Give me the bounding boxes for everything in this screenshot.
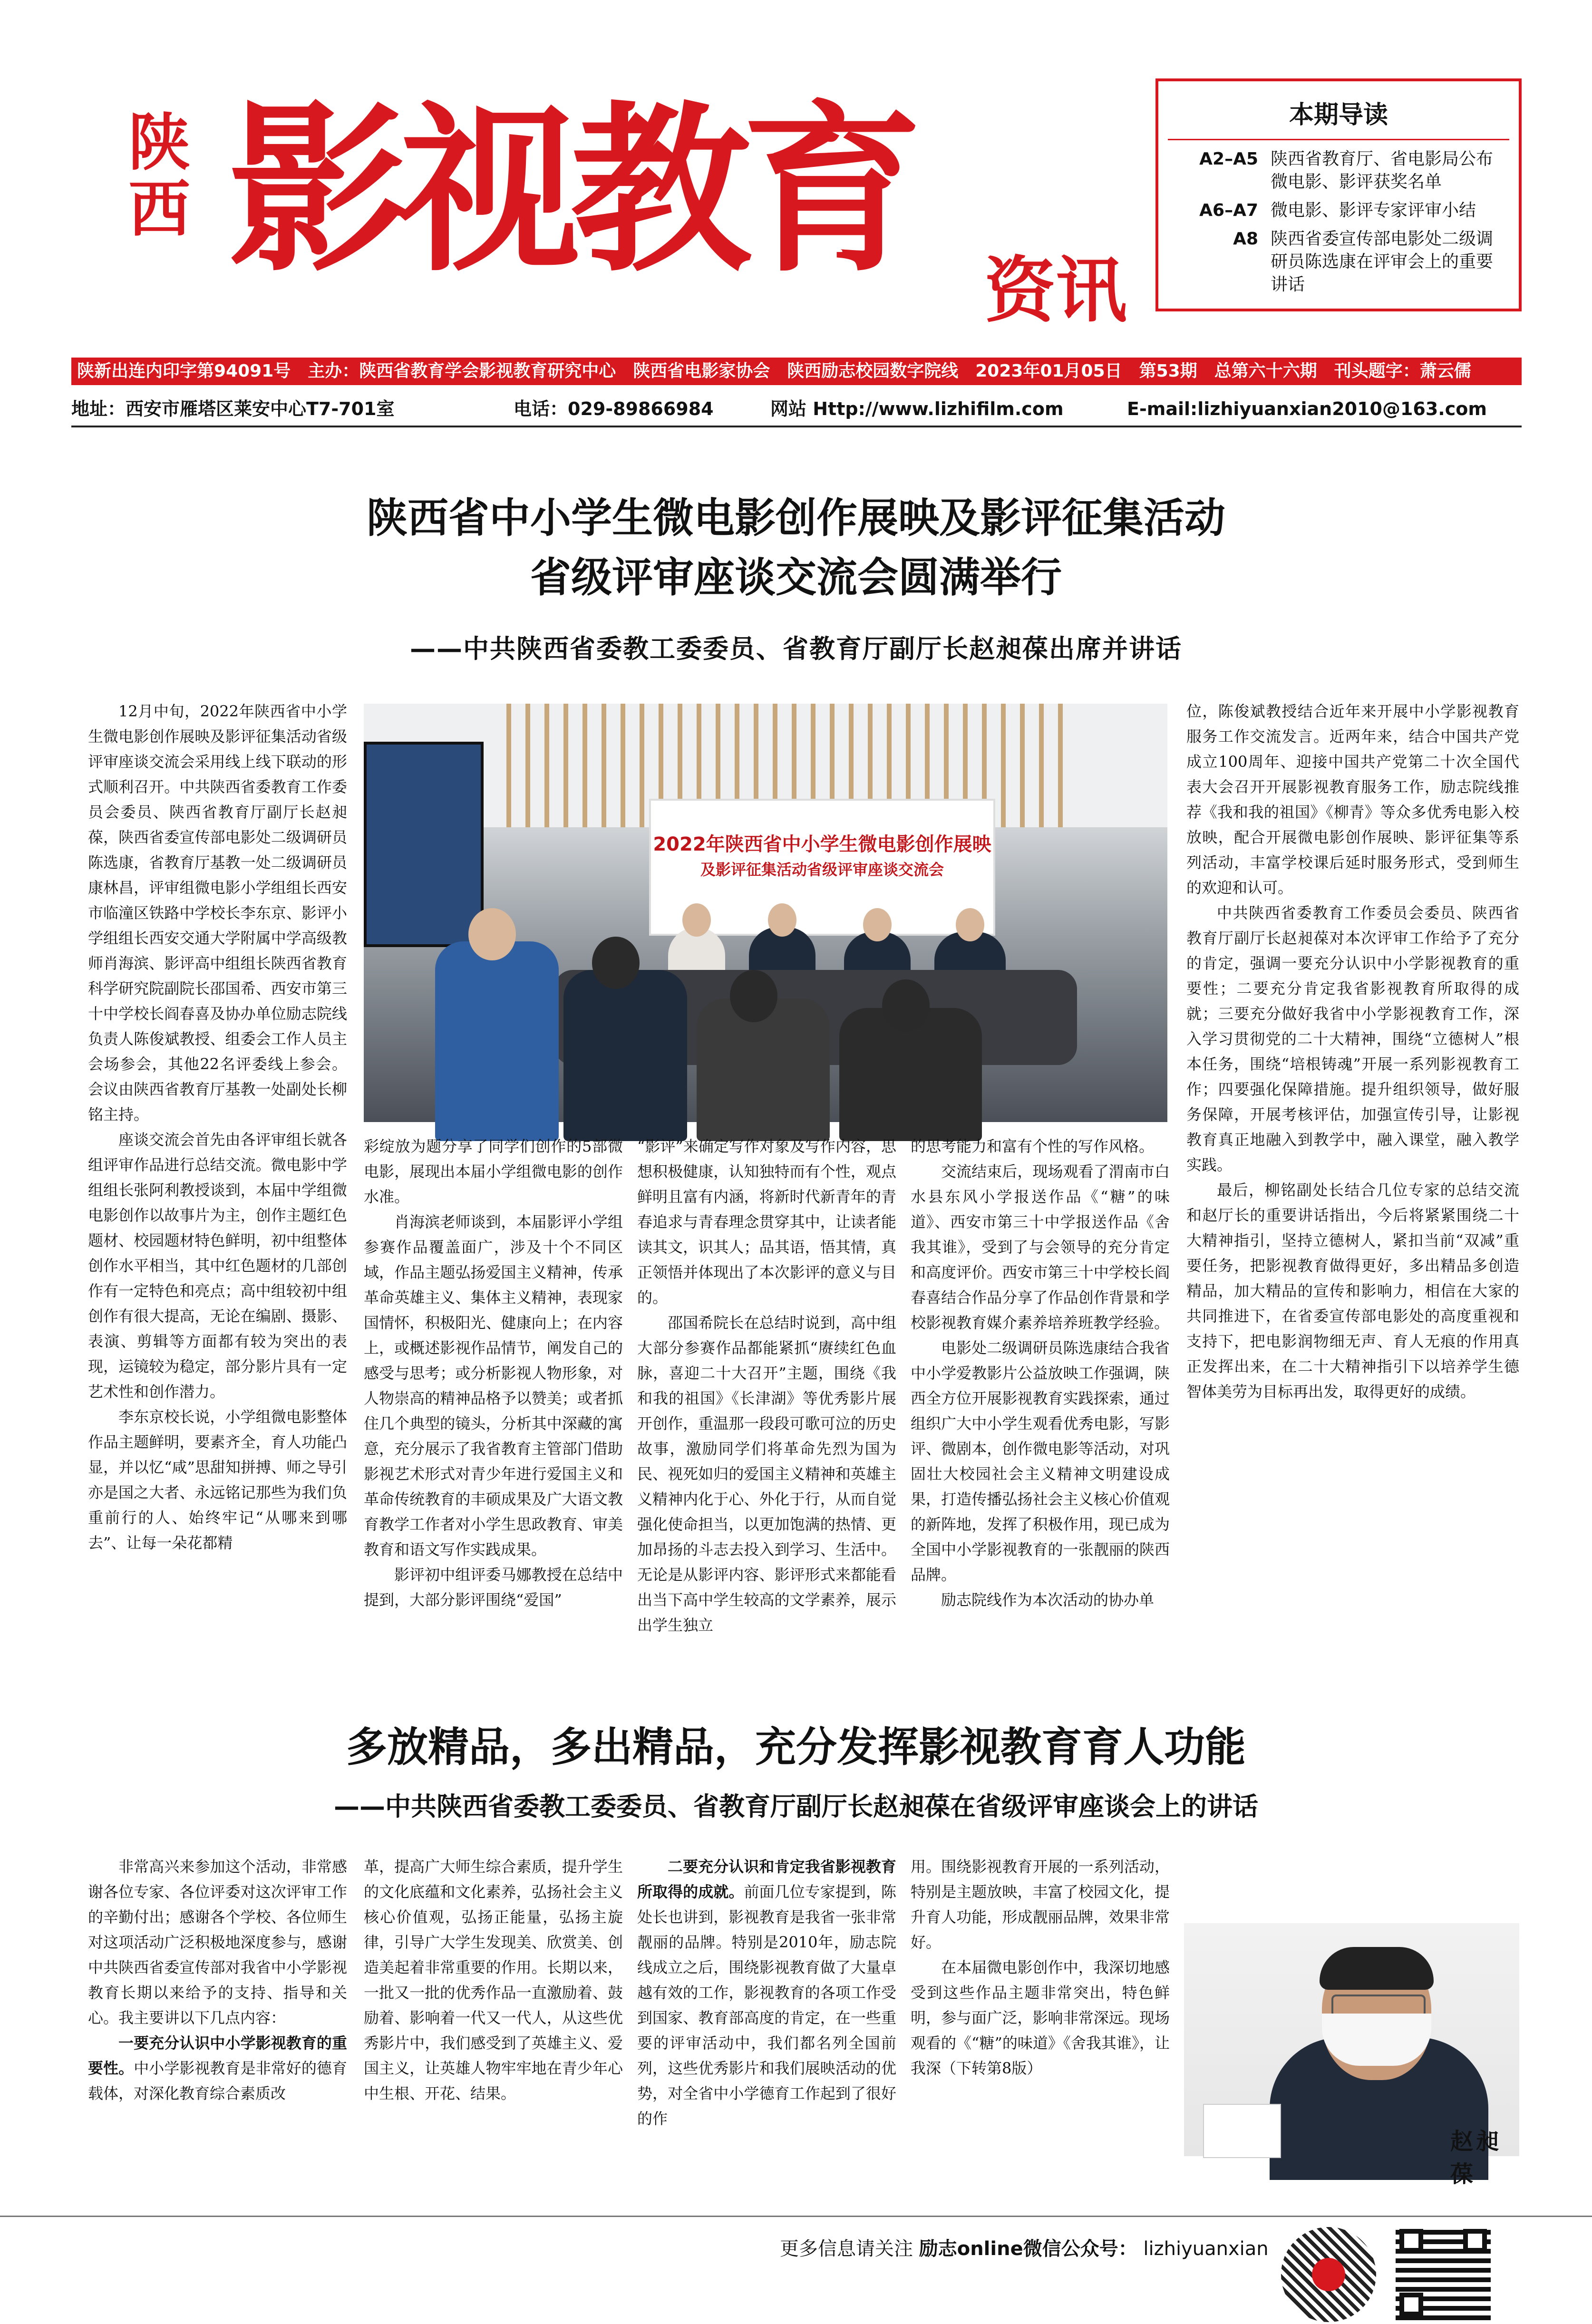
phone-text: 电话：029-89866984 [514, 398, 714, 419]
paragraph: 最后，柳铭副处长结合几位专家的总结交流和赵厅长的重要讲话指出，今后将紧紧围绕二十大精神指引，坚持立德树人，紧扣当前“双减”重要任务，把影视教育做得更好，多出精品多创造精品，加大精品的宣传和影响力，相信在大家的共同推进下，在省委宣传部电影处的高度重视和支持下，把电影润物细无声、育人无痕的作用真正发挥出来，在二十大精神指引下以培养学生德智体美劳为目标再出发，取得更好的成绩。 [1186, 1181, 1519, 1401]
paragraph-text: 前面几位专家提到，陈处长也讲到，影视教育是我省一张非常靓丽的品牌。特别是2010年，励志院线成立之后，围绕影视教育做了大量卓越有效的工作，影视教育的各项工作受到国家、教育部高度的肯定，在一些重要的评审活动中，我们都名列全国前列，这些优秀影片和我们展映活动的优势，对全省中小学德育工作起到了很好的作 [637, 1883, 896, 2128]
guide-item-text: 陕西省委宣传部电影处二级调研员陈选康在评审会上的重要讲话 [1271, 229, 1494, 294]
tv-screen [364, 742, 484, 947]
article1-subtitle: ——中共陕西省委教工委委员、省教育厅副厅长赵昶葆出席并讲话 [410, 634, 1182, 664]
guide-item-text: 微电影、影评专家评审小结 [1271, 201, 1476, 220]
article1-headline-line1: 陕西省中小学生微电影创作展映及影评征集活动 [367, 494, 1225, 542]
meeting-photo [364, 704, 1167, 1122]
article2-column-1 [88, 1854, 347, 2106]
qr-code-icon[interactable] [1396, 2225, 1491, 2320]
paragraph-text: 中小学影视教育是非常好的德育载体，对深化教育综合素质改 [88, 2059, 347, 2102]
article1-column-3 [637, 1134, 896, 1638]
article2-column-2 [364, 1854, 623, 2106]
paragraph [637, 1854, 896, 2131]
article2-column-4 [911, 1854, 1170, 2081]
email-link[interactable]: E-mail:lizhiyuanxian2010@163.com [1127, 398, 1487, 419]
paragraph: 12月中旬，2022年陕西省中小学生微电影创作展映及影评征集活动省级评审座谈交流会采用线上线下联动的形式顺利召开。中共陕西省委教育工作委员会委员、陕西省教育厅副厅长赵昶葆，陕西省委宣传部电影处二级调研员陈选康，省教育厅基教一处二级调研员康林昌，评审组微电影小学组组长西安市临潼区铁路中学校长李东京、影评小学组组长西安交通大学附属中学高级教师肖海滨、影评高中组组长陕西省教育科学研究院副院长邵国希、西安市第三十中学校长阎春喜及协办单位励志院线负责人陈俊斌教授、组委会工作人员主会场参会，其他22名评委线上参会。会议由陕西省教育厅基教一处副处长柳铭主持。 [88, 702, 347, 1123]
bold-point: 二要充分认识和肯定我省影视教育所取得的成就。 [637, 1858, 896, 1901]
masthead-suffix: 资讯 [984, 249, 1127, 332]
contact-bar [71, 395, 1522, 423]
article1-column-2 [364, 1134, 623, 1613]
guide-item-pages: A8 [1233, 229, 1258, 249]
paragraph [911, 1955, 1170, 2081]
header-divider [71, 426, 1522, 427]
paragraph: 革，提高广大师生综合素质，提升学生的文化底蕴和文化素养，弘扬社会主义核心价值观，弘扬正能量，弘扬主旋律，引导广大学生发现美、欣赏美、创造美起着非常重要的作用。长期以来，一批又一批的优秀作品一直激励着、鼓励着、影响着一代又一代人，从这些优秀影片中，我们感受到了英雄主义、爱国主义，让英雄人物牢牢地在青少年心中生根、开花、结果。 [364, 1858, 623, 2102]
paragraph: 非常高兴来参加这个活动，非常感谢各位专家、各位评委对这次评审工作的辛勤付出；感谢各个学校、各位师生对这项活动广泛积极地深度参与，感谢中共陕西省委宣传部对我省中小学影视教育长期以来给予的支持、指导和关心。我主要讲以下几点内容： [88, 1858, 347, 2027]
masthead-province: 陕西 [128, 106, 191, 245]
paragraph: 影评初中组评委马娜教授在总结中提到，大部分影评围绕“爱国” [364, 1566, 623, 1609]
guide-item-pages: A6–A7 [1199, 201, 1258, 220]
banner-line1: 2022年陕西省中小学生微电影创作展映 [653, 833, 991, 855]
guide-title: 本期导读 [1289, 101, 1388, 129]
article1-column-4 [911, 1134, 1170, 1613]
footer-prefix: 更多信息请关注 [780, 2238, 913, 2260]
footer-account-label: 励志online微信公众号： [919, 2238, 1137, 2260]
paragraph: 中共陕西省委教育工作委员会委员、陕西省教育厅副厅长赵昶葆对本次评审工作给予了充分的肯定，强调一要充分认识中小学影视教育的重要性；二要充分肯定我省影视教育所取得的成就；三要充分做好我省中小学影视教育工作，深入学习贯彻党的二十大精神，围绕“立德树人”根本任务，围绕“培根铸魂”开展一系列影视教育工作；四要强化保障措施。提升组织领导，做好服务保障，开展考核评估，加强宣传引导，让影视教育真正地融入到教学中，融入课堂，融入教学实践。 [1186, 904, 1519, 1174]
paragraph: 位，陈俊斌教授结合近年来开展中小学影视教育服务工作交流发言。近两年来，结合中国共产党成立100周年、迎接中国共产党第二十次全国代表大会召开开展影视教育服务工作，励志院线推荐《我和我的祖国》《柳青》等众多优秀电影入校放映，配合开展微电影创作展映、影评征集等系列活动，丰富学校课后延时服务形式，受到师生的欢迎和认可。 [1186, 702, 1519, 897]
paragraph: “影评”来确定写作对象及写作内容，思想积极健康，认知独特而有个性，观点鲜明且富有内涵，将新时代新青年的青春追求与青春理念贯穿其中，让读者能读其文，识其人；品其语，悟其情，真正领悟并体现出了本次影评的意义与目的。 [637, 1137, 896, 1307]
paragraph: 励志院线作为本次活动的协办单 [941, 1591, 1155, 1609]
speaker-portrait [1184, 1923, 1519, 2188]
continued-note[interactable]: （下转第8版） [941, 2059, 1042, 2077]
paragraph: 彩绽放为题分享了同学们创作的5部微电影，展现出本届小学组微电影的创作水准。 [364, 1137, 623, 1206]
article2-headline: 多放精品，多出精品，充分发挥影视教育育人功能 [346, 1724, 1246, 1771]
paragraph: 电影处二级调研员陈选康结合我省中小学爱教影片公益放映工作强调，陕西全方位开展影视教育实践探索，通过组织广大中小学生观看优秀电影，写影评、微剧本，创作微电影等活动，对巩固壮大校园社会主义精神文明建设成果，打造传播弘扬社会主义核心价值观的新阵地，发挥了积极作用，现已成为全国中小学影视教育的一张靓丽的陕西品牌。 [911, 1339, 1170, 1584]
guide-divider [1168, 139, 1509, 140]
portrait-caption: 赵昶葆 [1450, 2128, 1502, 2188]
footer-account-id[interactable]: lizhiyuanxian [1143, 2238, 1269, 2260]
guide-item[interactable] [1158, 148, 1519, 194]
masthead-title: 影视教育 [228, 84, 913, 296]
address-text: 地址：西安市雁塔区莱安中心T7-701室 [71, 398, 395, 419]
publication-info-bar: 陕新出连内印字第94091号 主办：陕西省教育学会影视教育研究中心 陕西省电影家协会 陕西励志校园数字院线 2023年01月05日 第53期 总第六十六期 刊头题字：萧云儒 [71, 358, 1522, 385]
paragraph: 用。围绕影视教育开展的一系列活动，特别是主题放映，丰富了校园文化，提升育人功能，形成靓丽品牌，效果非常好。 [911, 1858, 1170, 1951]
paragraph: 邵国希院长在总结时说到，高中组大部分参赛作品都能紧抓“赓续红色血脉，喜迎二十大召开”主题，围绕《我和我的祖国》《长津湖》等优秀影片展开创作，重温那一段段可歌可泣的历史故事，激励同学们将革命先烈为国为民、视死如归的爱国主义精神和英雄主义精神内化于心、外化于行，从而自觉强化使命担当，以更加饱满的热情、更加昂扬的斗志去投入到学习、生活中。无论是从影评内容、影评形式来都能看出当下高中学生较高的文学素养，展示出学生独立 [637, 1314, 896, 1634]
paragraph: 的思考能力和富有个性的写作风格。 [911, 1137, 1155, 1155]
paragraph: 李东京校长说，小学组微电影整体作品主题鲜明，要素齐全，育人功能凸显，并以忆“咸”思甜知拼搏、师之导引亦是国之大者、永远铭记那些为我们负重前行的人、始终牢记“从哪来到哪去”、让每一朵花都精 [88, 1408, 347, 1552]
paragraph: 座谈交流会首先由各评审组长就各组评审作品进行总结交流。微电影中学组组长张阿利教授谈到，本届中学组微电影创作以故事片为主，创作主题红色题材、校园题材特色鲜明，初中组整体创作水平相当，其中红色题材的几部创作有一定特色和亮点；高中组较初中组创作有很大提高，无论在编剧、摄影、表演、剪辑等方面都有较为突出的表现，运镜较为稳定，部分影片具有一定艺术性和创作潜力。 [88, 1131, 347, 1401]
guide-item[interactable] [1158, 199, 1519, 222]
article1-column-1 [88, 699, 347, 1556]
website-link[interactable]: 网站 Http://www.lizhifilm.com [770, 398, 1064, 419]
footer-divider [0, 2216, 1592, 2217]
wechat-mini-program-code-icon[interactable] [1279, 2225, 1378, 2324]
article1-column-5 [1186, 699, 1519, 1404]
issue-guide-box [1155, 78, 1522, 311]
article2-subtitle: ——中共陕西省委教工委委员、省教育厅副厅长赵昶葆在省级评审座谈会上的讲话 [334, 1791, 1258, 1821]
paragraph [88, 2031, 347, 2106]
guide-item[interactable] [1158, 228, 1519, 296]
guide-item-text: 陕西省教育厅、省电影局公布微电影、影评获奖名单 [1271, 149, 1494, 192]
footer-text [780, 2235, 1269, 2263]
masthead [71, 62, 1141, 347]
banner-line2: 及影评征集活动省级评审座谈交流会 [700, 861, 944, 879]
bold-point: 一要充分认识中小学影视教育的重要性。 [88, 2034, 347, 2077]
paragraph: 肖海滨老师谈到，本届影评小学组参赛作品覆盖面广，涉及十个不同区域，作品主题弘扬爱国主义精神，传承革命英雄主义、集体主义精神，表现家国情怀，积极阳光、健康向上；在内容上，或概述影视作品情节，阐发自己的感受与思考；或分析影视人物形象，对人物崇高的精神品格予以赞美；或者抓住几个典型的镜头，分析其中深藏的寓意，充分展示了我省教育主管部门借助影视艺术形式对青少年进行爱国主义和革命传统教育的丰硕成果及广大语文教育教学工作者对小学生思政教育、审美教育和语文写作实践成果。 [364, 1213, 623, 1559]
article1-headline-line2: 省级评审座谈交流会圆满举行 [530, 554, 1062, 601]
guide-item-pages: A2–A5 [1199, 149, 1258, 169]
paragraph: 交流结束后，现场观看了渭南市白水县东风小学报送作品《“糖”的味道》、西安市第三十中学报送作品《舍我其谁》，受到了与会领导的充分肯定和高度评价。西安市第三十中学校长阎春喜结合作品分享了作品创作背景和学校影视教育媒介素养培养班教学经验。 [911, 1162, 1170, 1332]
paragraph-text: 在本届微电影创作中，我深切地感受到这些作品主题非常突出，特色鲜明，参与面广泛，影响非常深远。现场观看的《“糖”的味道》《舍我其谁》，让我深 [911, 1958, 1170, 2077]
article2-column-3 [637, 1854, 896, 2131]
